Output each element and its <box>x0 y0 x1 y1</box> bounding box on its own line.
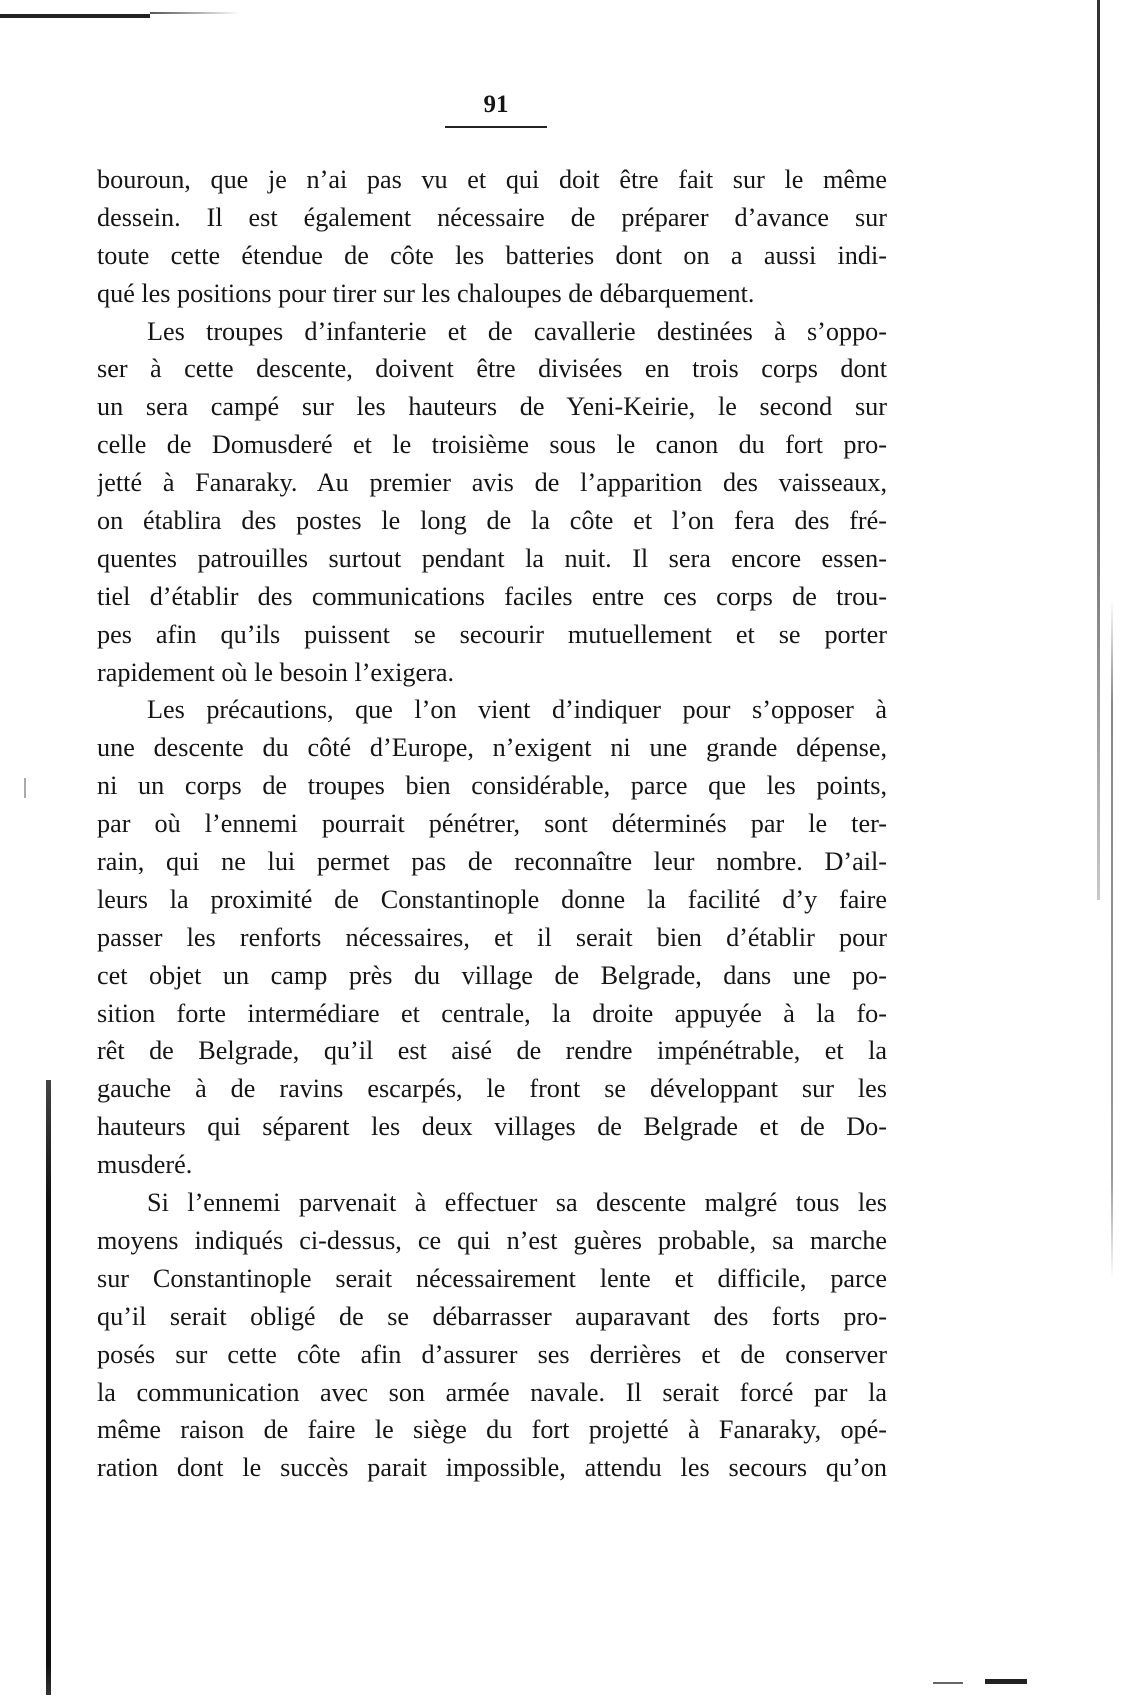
page-number: 91 <box>483 91 509 118</box>
scan-edge-mark-top <box>0 14 150 21</box>
text-line: musderé. <box>97 1150 193 1180</box>
text-line: la communication avec son armée navale. Il serait forcé par la <box>97 1377 887 1407</box>
paragraph <box>97 161 887 313</box>
text-line: rain, qui ne lui permet pas de reconnaître leur nombre. D’ail- <box>97 847 887 877</box>
text-line: ni un corps de troupes bien considérable, parce que les points, <box>97 771 887 801</box>
paragraph <box>97 313 887 692</box>
text-line: jetté à Fanaraky. Au premier avis de l’apparition des vaisseaux, <box>97 468 887 498</box>
text-line: Les troupes d’infanterie et de cavallerie destinées à s’oppo- <box>147 316 887 346</box>
paragraph <box>97 1184 887 1487</box>
scan-edge-left-tick <box>24 778 26 798</box>
body-text <box>97 161 887 1487</box>
scan-edge-right <box>1097 0 1100 900</box>
text-line: toute cette étendue de côte les batteries dont on a aussi indi- <box>97 240 887 270</box>
text-line: rapidement où le besoin l’exigera. <box>97 657 455 687</box>
scan-edge-left <box>46 1080 51 1695</box>
text-line: gauche à de ravins escarpés, le front se développant sur les <box>97 1074 887 1104</box>
text-line: qu’il serait obligé de se débarrasser auparavant des forts pro- <box>97 1301 887 1331</box>
paragraph <box>97 691 887 1184</box>
text-line: posés sur cette côte afin d’assurer ses derrières et de conserver <box>97 1339 887 1369</box>
text-line: Si l’ennemi parvenait à effectuer sa descente malgré tous les <box>147 1188 887 1218</box>
text-line: tiel d’établir des communications faciles entre ces corps de trou- <box>97 581 887 611</box>
text-line: cet objet un camp près du village de Belgrade, dans une po- <box>97 960 887 990</box>
scan-bottom-mark <box>985 1679 1027 1684</box>
text-line: même raison de faire le siège du fort projetté à Fanaraky, opé- <box>97 1415 887 1445</box>
text-line: bouroun, que je n’ai pas vu et qui doit être fait sur le même <box>97 165 887 194</box>
text-line: on établira des postes le long de la côte et l’on fera des fré- <box>97 506 887 536</box>
text-line: une descente du côté d’Europe, n’exigent ni une grande dépense, <box>97 733 887 763</box>
page-number-rule <box>445 126 547 128</box>
scan-edge-mark-top-tail <box>150 12 240 14</box>
text-line: un sera campé sur les hauteurs de Yeni-Keirie, le second sur <box>97 392 887 422</box>
text-line: ser à cette descente, doivent être divisées en trois corps dont <box>97 354 887 384</box>
text-line: moyens indiqués ci-dessus, ce qui n’est guères probable, sa marche <box>97 1225 887 1255</box>
text-line: hauteurs qui séparent les deux villages de Belgrade et de Do- <box>97 1112 887 1142</box>
text-line: passer les renforts nécessaires, et il serait bien d’établir pour <box>97 922 887 952</box>
text-line: sition forte intermédiare et centrale, la droite appuyée à la fo- <box>97 998 887 1028</box>
text-line: sur Constantinople serait nécessairement lente et difficile, parce <box>97 1263 887 1293</box>
text-line: celle de Domusderé et le troisième sous le canon du fort pro- <box>97 430 887 460</box>
text-line: qué les positions pour tirer sur les chaloupes de débarquement. <box>97 278 755 308</box>
text-line: rêt de Belgrade, qu’il est aisé de rendre impénétrable, et la <box>97 1036 887 1066</box>
text-line: par où l’ennemi pourrait pénétrer, sont déterminés par le ter- <box>97 809 887 839</box>
scan-edge-right-lower <box>1111 600 1113 1280</box>
text-line: ration dont le succès parait impossible, attendu les secours qu’on <box>97 1453 887 1483</box>
text-line: pes afin qu’ils puissent se secourir mutuellement et se porter <box>97 619 887 649</box>
text-line: quentes patrouilles surtout pendant la nuit. Il sera encore essen- <box>97 543 887 573</box>
text-line: Les précautions, que l’on vient d’indiquer pour s’opposer à <box>147 695 887 725</box>
text-line: leurs la proximité de Constantinople donne la facilité d’y faire <box>97 884 887 914</box>
scan-bottom-dash <box>933 1682 963 1684</box>
text-line: dessein. Il est également nécessaire de préparer d’avance sur <box>97 202 887 232</box>
